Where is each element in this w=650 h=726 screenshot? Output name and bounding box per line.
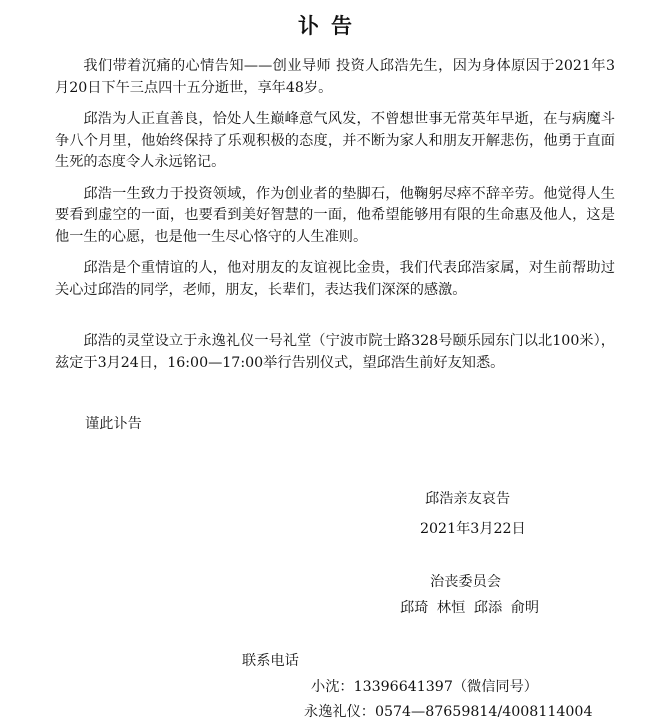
committee-members: 邱琦 林恒 邱添 俞明 bbox=[400, 600, 540, 616]
closing-line: 谨此讣告 bbox=[85, 416, 142, 432]
paragraph-memorial: 邱浩的灵堂设立于永逸礼仪一号礼堂（宁波市院士路328号颐乐园东门以北100米），兹定于3月24日，16:00—17:00举行告别仪式，望邱浩生前好友知悉。 bbox=[55, 333, 615, 371]
paragraph-announcement: 我们带着沉痛的心情告知——创业导师 投资人邱浩先生，因为身体原因于2021年3月20日下午三点四十五分逝世，享年48岁。 bbox=[55, 58, 615, 96]
contact-title: 联系电话 bbox=[242, 653, 299, 669]
paragraph-gratitude: 邱浩是个重情谊的人，他对朋友的友谊视比金贵，我们代表邱浩家属，对生前帮助过关心过邱浩的同学，老师，朋友，长辈们，表达我们深深的感激。 bbox=[55, 260, 615, 298]
signature-committee: 治丧委员会 bbox=[430, 574, 501, 590]
obituary-body bbox=[55, 56, 615, 384]
paragraph-spacer bbox=[55, 311, 615, 331]
paragraph-career: 邱浩一生致力于投资领域，作为创业者的垫脚石，他鞠躬尽瘁不辞辛劳。他觉得人生要看到虚空的一面，也要看到美好智慧的一面，他希望能够用有限的生命惠及他人，这是他一生的心愿，也是他一生尽心恪守的人生准则。 bbox=[55, 185, 615, 245]
paragraph-character: 邱浩为人正直善良，恰处人生巅峰意气风发，不曾想世事无常英年早逝，在与病魔斗争八个月里，他始终保持了乐观积极的态度，并不断为家人和朋友开解悲伤，他勇于直面生死的态度令人永远铭记。 bbox=[55, 111, 615, 170]
contact-line-2: 永逸礼仪：0574—87659814/4008114004 bbox=[304, 704, 593, 720]
signature-date: 2021年3月22日 bbox=[420, 521, 526, 537]
page-title: 讣告 bbox=[298, 14, 364, 38]
signature-family: 邱浩亲友哀告 bbox=[425, 491, 511, 507]
contact-line-1: 小沈：13396641397（微信同号） bbox=[311, 679, 538, 695]
